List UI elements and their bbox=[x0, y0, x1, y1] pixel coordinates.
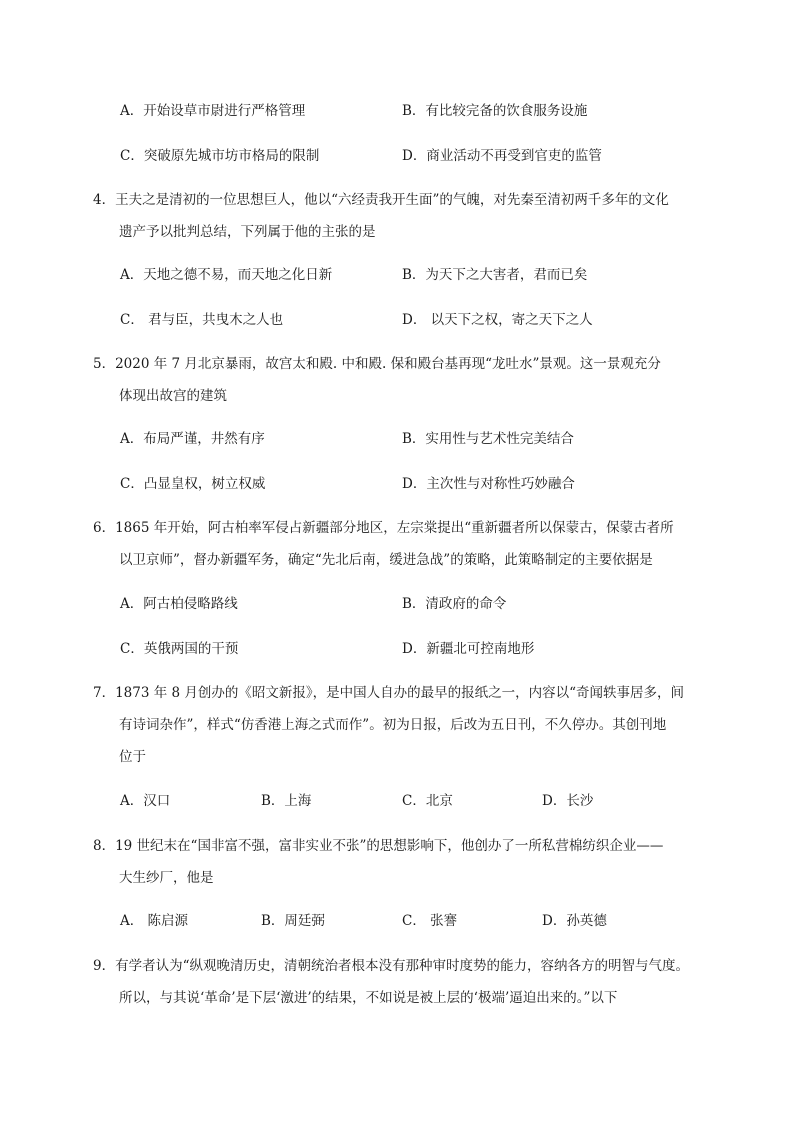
q4-stem-line1: 4．王夫之是清初的一位思想巨人，他以“六经责我开生面”的气魄，对先秦至清初两千多年的文化 bbox=[93, 192, 669, 208]
q8-stem-line2: 大生纱厂，他是 bbox=[119, 870, 214, 886]
q6-stem-line2: 以卫京师”，督办新疆军务，确定“先北后南，缓进急战”的策略，此策略制定的主要依据是 bbox=[119, 552, 653, 568]
q5-stem-line2: 体现出故宫的建筑 bbox=[119, 388, 227, 404]
q5-stem-line1: 5．2020 年 7 月北京暴雨，故宫太和殿. 中和殿. 保和殿台基再现“龙吐水”景观。这一景观充分 bbox=[93, 356, 661, 372]
q6-stem-line1: 6．1865 年开始，阿古柏率军侵占新疆部分地区，左宗棠提出“重新疆者所以保蒙古，保蒙古者所 bbox=[93, 520, 674, 536]
q6-option-d: D．新疆北可控南地形 bbox=[402, 641, 535, 657]
q4-stem-line2: 遗产予以批判总结，下列属于他的主张的是 bbox=[119, 224, 376, 240]
q9-stem-line2: 所以，与其说‘革命’是下层‘激进’的结果，不如说是被上层的‘极端’逼迫出来的。”以下 bbox=[119, 990, 618, 1006]
q6-option-a: A．阿古柏侵略路线 bbox=[120, 596, 238, 612]
q7-stem-line3: 位于 bbox=[119, 749, 146, 765]
q6-option-b: B．清政府的命令 bbox=[402, 596, 507, 612]
q5-option-d: D．主次性与对称性巧妙融合 bbox=[402, 476, 575, 492]
q5-option-c: C．凸显皇权，树立权威 bbox=[120, 476, 266, 492]
q4-option-a: A．天地之德不易，而天地之化日新 bbox=[120, 267, 333, 283]
q3-option-a: A．开始设草市尉进行严格管理 bbox=[120, 103, 306, 119]
q4-option-c: C． 君与臣，共曳木之人也 bbox=[120, 312, 284, 328]
q8-option-c: C． 张謇 bbox=[402, 913, 458, 929]
q3-option-d: D．商业活动不再受到官吏的监管 bbox=[402, 148, 602, 164]
q3-option-b: B．有比较完备的饮食服务设施 bbox=[402, 103, 588, 119]
q7-option-d: D．长沙 bbox=[542, 793, 594, 809]
q8-option-b: B．周廷弼 bbox=[261, 913, 325, 929]
q7-option-c: C．北京 bbox=[402, 793, 453, 809]
q3-option-c: C．突破原先城市坊市格局的限制 bbox=[120, 148, 320, 164]
q7-option-a: A．汉口 bbox=[120, 793, 171, 809]
q8-option-a: A． 陈启源 bbox=[120, 913, 189, 929]
q7-stem-line1: 7．1873 年 8 月创办的《昭文新报》，是中国人自办的最早的报纸之一，内容以“奇闻轶事居多，间 bbox=[93, 685, 685, 701]
q9-stem-line1: 9．有学者认为“纵观晚清历史，清朝统治者根本没有那种审时度势的能力，容纳各方的明智与气度。 bbox=[93, 958, 689, 974]
q4-option-d: D． 以天下之权，寄之天下之人 bbox=[402, 312, 593, 328]
q8-stem-line1: 8．19 世纪末在“国非富不强，富非实业不张”的思想影响下，他创办了一所私营棉纺织企业—— bbox=[93, 838, 664, 854]
q7-stem-line2: 有诗词杂作”，样式“仿香港上海之式而作”。初为日报，后改为五日刊，不久停办。其创刊地 bbox=[119, 717, 667, 733]
q5-option-a: A．布局严谨，井然有序 bbox=[120, 431, 265, 447]
q5-option-b: B．实用性与艺术性完美结合 bbox=[402, 431, 574, 447]
q7-option-b: B．上海 bbox=[261, 793, 312, 809]
q6-option-c: C．英俄两国的干预 bbox=[120, 641, 239, 657]
q8-option-d: D．孙英德 bbox=[542, 913, 607, 929]
q4-option-b: B．为天下之大害者，君而已矣 bbox=[402, 267, 588, 283]
